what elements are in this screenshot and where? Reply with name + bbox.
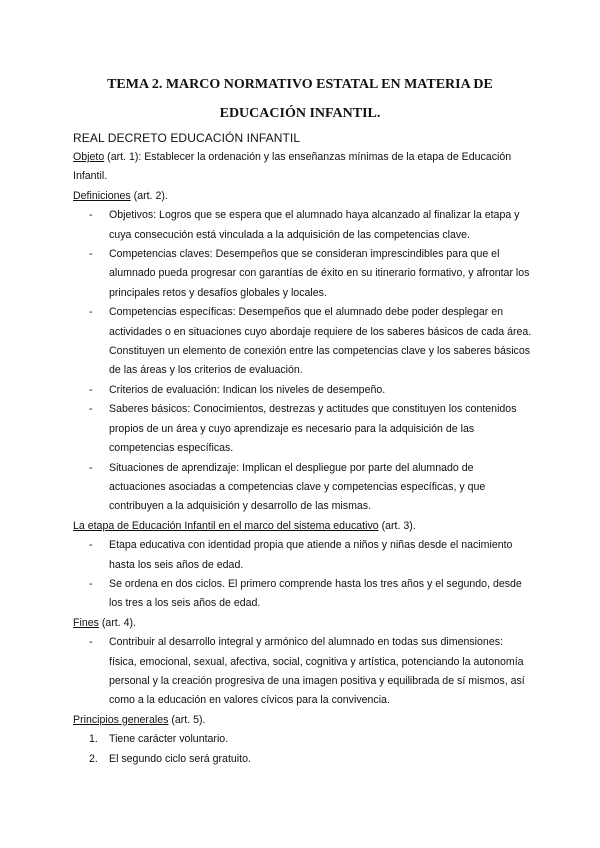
- fines-ref: (art. 4).: [98, 616, 136, 629]
- list-number: 2.: [89, 752, 98, 765]
- objeto-text: (art. 1): Establecer la ordenación y las enseñanzas mínimas de la etapa de Educación Infantil.: [73, 151, 512, 183]
- list-item: - Contribuir al desarrollo integral y armónico del alumnado en todas sus dimensiones: física, emocional, sexual, afectiva, social, cognitiva y artística, potenciando la autonomía personal y la creación progresiva de una imagen positiva y equilibrada de sí mismos, así como a la educación en valores cívicos para la convivencia.: [73, 633, 533, 711]
- objeto-label: Objeto: [73, 151, 105, 163]
- list-number: 1.: [89, 733, 98, 746]
- definiciones-ref: (art. 2).: [130, 189, 168, 202]
- principios-label: Principios generales: [73, 713, 169, 726]
- list-item: [73, 750, 533, 769]
- etapa-label: La etapa de Educación Infantil en el marco del sistema educativo: [73, 519, 379, 532]
- objeto-paragraph: [73, 148, 533, 187]
- list-text: Tiene carácter voluntario.: [109, 733, 229, 746]
- definiciones-list: [73, 206, 533, 517]
- etapa-heading: [73, 517, 533, 536]
- list-text: El segundo ciclo será gratuito.: [109, 752, 251, 765]
- document-body: [73, 128, 533, 769]
- list-item: - Saberes básicos: Conocimientos, destrezas y actitudes que constituyen los contenidos propios de un área y cuyo aprendizaje es necesario para la adquisición de las competencias específicas.: [73, 400, 533, 458]
- list-item: - Competencias específicas: Desempeños que el alumnado debe poder desplegar en actividades o en situaciones cuyo abordaje requiere de los saberes básicos de cada área. Constituyen un elemento de conexión entre las competencias clave y los saberes básicos de las áreas y los criterios de evaluación.: [73, 303, 533, 381]
- list-item: [73, 730, 533, 749]
- list-item: - Competencias claves: Desempeños que se consideran imprescindibles para que el alumnado pueda progresar con garantías de éxito en su itinerario formativo, y afrontar los principales retos y desafíos globales y locales.: [73, 245, 533, 303]
- etapa-ref: (art. 3).: [378, 519, 416, 532]
- definiciones-heading: [73, 187, 533, 206]
- list-item: - Etapa educativa con identidad propia que atiende a niños y niñas desde el nacimiento hasta los seis años de edad.: [73, 536, 533, 575]
- fines-label: Fines: [73, 616, 99, 629]
- list-item: - Situaciones de aprendizaje: Implican el despliegue por parte del alumnado de actuaciones asociadas a competencias clave y competencias específicas, y que contribuyen a la adquisición y desarrollo de las mismas.: [73, 459, 533, 517]
- fines-heading: [73, 614, 533, 633]
- list-item: - Se ordena en dos ciclos. El primero comprende hasta los tres años y el segundo, desde los tres a los seis años de edad.: [73, 575, 533, 614]
- doc-title-line-1: TEMA 2. MARCO NORMATIVO ESTATAL EN MATERIA DE: [107, 77, 493, 92]
- list-item: - Objetivos: Logros que se espera que el alumnado haya alcanzado al finalizar la etapa y cuya consecución está vinculada a la adquisición de las competencias clave.: [73, 206, 533, 245]
- etapa-list: [73, 536, 533, 614]
- list-item: - Criterios de evaluación: Indican los niveles de desempeño.: [73, 381, 533, 400]
- principios-list: [73, 730, 533, 769]
- fines-list: [73, 633, 533, 711]
- definiciones-label: Definiciones: [73, 189, 131, 202]
- doc-title-line-2: EDUCACIÓN INFANTIL.: [219, 106, 381, 121]
- principios-heading: [73, 711, 533, 730]
- section-subtitle: REAL DECRETO EDUCACIÓN INFANTIL: [73, 131, 301, 145]
- principios-ref: (art. 5).: [168, 713, 206, 726]
